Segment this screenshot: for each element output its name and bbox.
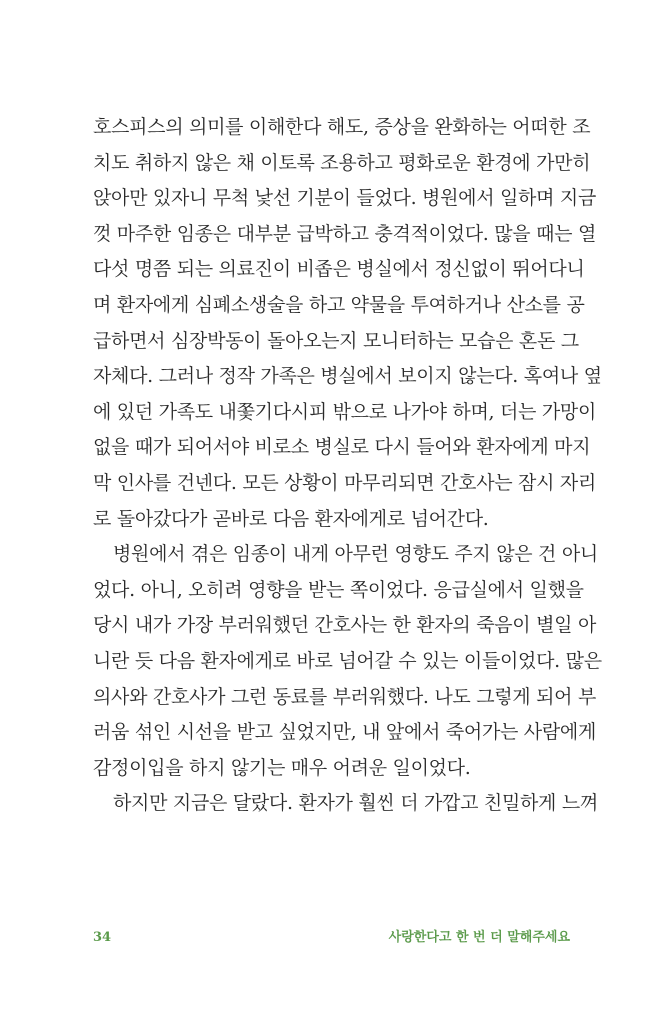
text-line: 하지만 지금은 달랐다. 환자가 훨씬 더 가깝고 친밀하게 느껴 xyxy=(113,792,598,815)
text-line: 치도 취하지 않은 채 이토록 조용하고 평화로운 환경에 가만히 xyxy=(93,151,591,174)
text-line: 자체다. 그러나 정작 가족은 병실에서 보이지 않는다. 혹여나 옆 xyxy=(93,365,602,388)
text-line: 니란 듯 다음 환자에게로 바로 넘어갈 수 있는 이들이었다. 많은 xyxy=(93,649,602,672)
text-line: 없을 때가 되어서야 비로소 병실로 다시 들어와 환자에게 마지 xyxy=(93,436,591,459)
text-line: 당시 내가 가장 부러워했던 간호사는 한 환자의 죽음이 별일 아 xyxy=(93,614,597,637)
book-title: 사랑한다고 한 번 더 말해주세요 xyxy=(388,930,570,945)
text-line: 로 돌아갔다가 곧바로 다음 환자에게로 넘어간다. xyxy=(93,507,489,530)
page-number: 34 xyxy=(93,930,112,945)
text-line: 의사와 간호사가 그런 동료를 부러워했다. 나도 그렇게 되어 부 xyxy=(93,685,597,708)
text-line: 다섯 명쯤 되는 의료진이 비좁은 병실에서 정신없이 뛰어다니 xyxy=(93,258,585,281)
text-line: 껏 마주한 임종은 대부분 급박하고 충격적이었다. 많을 때는 열 xyxy=(93,222,597,245)
text-line: 감정이입을 하지 않기는 매우 어려운 일이었다. xyxy=(93,756,471,779)
text-line: 며 환자에게 심폐소생술을 하고 약물을 투여하거나 산소를 공 xyxy=(93,293,585,316)
body-text xyxy=(93,110,602,822)
text-line: 병원에서 겪은 임종이 내게 아무런 영향도 주지 않은 건 아니 xyxy=(113,543,598,566)
text-line: 었다. 아니, 오히려 영향을 받는 쪽이었다. 응급실에서 일했을 xyxy=(93,578,584,601)
text-line: 러움 섞인 시선을 받고 싶었지만, 내 앞에서 죽어가는 사람에게 xyxy=(93,721,597,744)
text-line: 앉아만 있자니 무척 낯선 기분이 들었다. 병원에서 일하며 지금 xyxy=(93,187,597,210)
text-line: 막 인사를 건넨다. 모든 상황이 마무리되면 간호사는 잠시 자리 xyxy=(93,471,597,494)
text-line: 호스피스의 의미를 이해한다 해도, 증상을 완화하는 어떠한 조 xyxy=(93,116,591,138)
page-footer xyxy=(93,929,570,947)
text-line: 에 있던 가족도 내쫓기다시피 밖으로 나가야 하며, 더는 가망이 xyxy=(93,400,597,423)
text-line: 급하면서 심장박동이 돌아오는지 모니터하는 모습은 혼돈 그 xyxy=(93,329,579,352)
